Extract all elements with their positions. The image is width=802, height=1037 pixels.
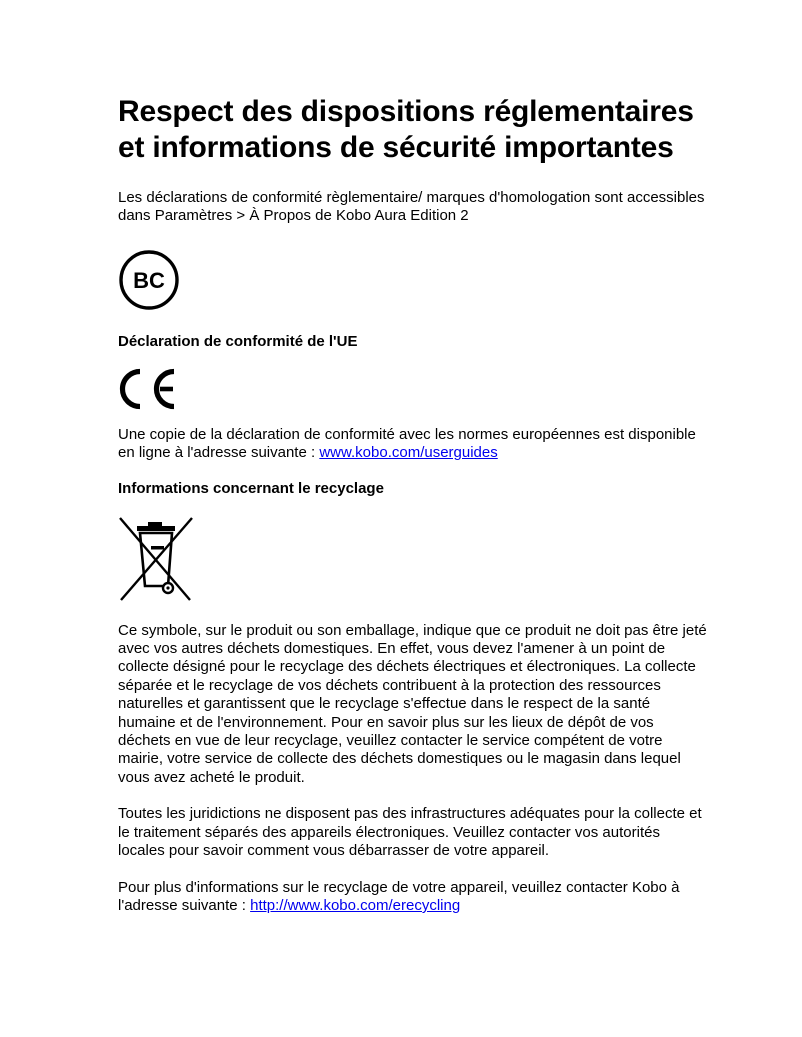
jurisdictions-paragraph: Toutes les juridictions ne disposent pas des infrastructures adéquates pour la collecte et le traitement séparés des appareils électroniques. Veuillez contacter vos autorités locales pour savoir comment vous débarrasser de votre appareil.	[118, 805, 702, 860]
recycling-heading: Informations concernant le recyclage	[118, 479, 384, 497]
page-title: Respect des dispositions réglementaires et informations de sécurité importantes	[118, 95, 694, 164]
recycling-paragraph: Ce symbole, sur le produit ou son emballage, indique que ce produit ne doit pas être jeté avec vos autres déchets domestiques. En effet, vous devez l'amener à un point de collecte désigné pour le recyclage des déchets électriques et électroniques. La collecte séparée et le recyclage de vos déchets contribuent à la protection des ressources naturelles et garantissent que le recyclage s'effectue dans le respect de la santé humaine et de l'environnement. Pour en savoir plus sur les lieux de dépôt de vos déchets en vue de leur recyclage, veuillez contacter le service compétent de votre mairie, votre service de collecte des déchets domestiques ou le magasin dans lequel vous avez acheté le produit.	[118, 621, 707, 786]
ce-mark-icon	[118, 367, 180, 411]
eu-declaration-paragraph	[118, 426, 708, 463]
more-info-paragraph	[118, 879, 708, 916]
eu-declaration-heading: Déclaration de conformité de l'UE	[118, 332, 358, 350]
bc-logo-text: BC	[133, 267, 165, 293]
bc-certification-icon	[118, 249, 180, 311]
erecycling-link[interactable]: http://www.kobo.com/erecycling	[250, 896, 461, 914]
crossed-out-wheeled-bin-icon	[118, 516, 194, 602]
more-info-text: Pour plus d'informations sur le recyclage de votre appareil, veuillez contacter Kobo à l'adresse suivante :	[118, 878, 680, 914]
eu-declaration-text: Une copie de la déclaration de conformité avec les normes européennes est disponible en ligne à l'adresse suivante :	[118, 425, 696, 462]
userguides-link[interactable]: www.kobo.com/userguides	[319, 444, 498, 462]
document-page	[118, 94, 708, 915]
intro-paragraph: Les déclarations de conformité règlementaire/ marques d'homologation sont accessibles dans Paramètres > À Propos de Kobo Aura Edition 2	[118, 189, 705, 225]
